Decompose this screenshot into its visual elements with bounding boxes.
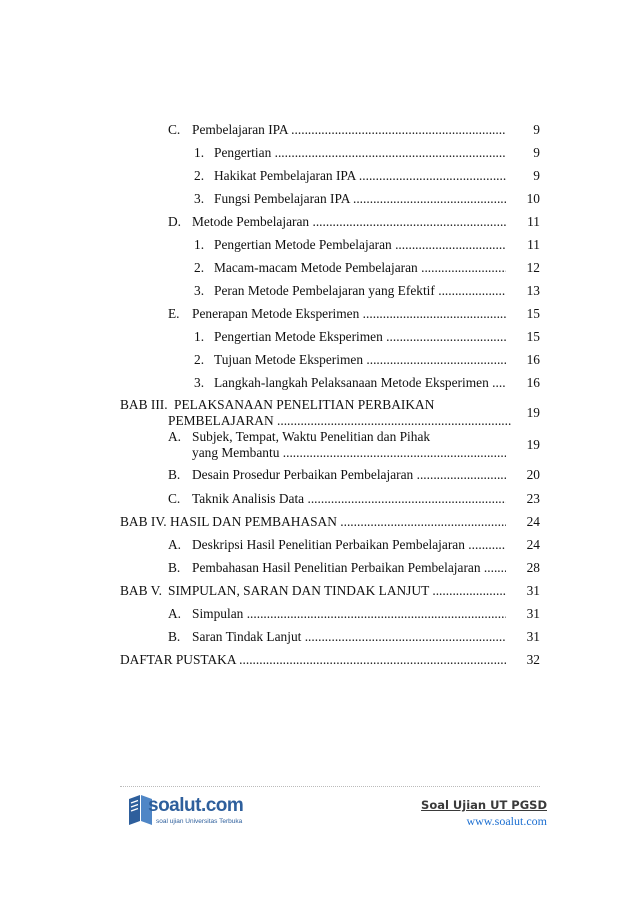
toc-label: 3. bbox=[194, 375, 205, 390]
toc-page-number: 9 bbox=[533, 122, 540, 137]
toc-chapter-title-line2: PEMBELAJARAN ..... bbox=[168, 413, 511, 429]
toc-title: Tujuan Metode Eksperimen ..... bbox=[214, 352, 506, 368]
toc-chapter-label: BAB IV. bbox=[120, 514, 167, 529]
toc-page-number: 11 bbox=[527, 214, 540, 229]
logo-subtitle: soal ujian Universitas Terbuka bbox=[156, 818, 243, 825]
toc-page-number: 23 bbox=[526, 491, 540, 506]
toc-title: Pembahasan Hasil Penelitian Perbaikan Pembelajaran ..... bbox=[192, 560, 506, 576]
toc-page-number: 28 bbox=[526, 560, 540, 575]
toc-title: Peran Metode Pembelajaran yang Efektif ..... bbox=[214, 283, 506, 299]
logo-text: soalut.com bbox=[148, 795, 244, 816]
toc-page-number: 24 bbox=[526, 537, 540, 552]
toc-title: Simpulan ..... bbox=[192, 606, 506, 622]
toc-title: Desain Prosedur Perbaikan Pembelajaran ..... bbox=[192, 467, 506, 483]
toc-label: C. bbox=[168, 491, 181, 506]
toc-label: 2. bbox=[194, 168, 205, 183]
toc-page-number: 20 bbox=[526, 467, 540, 482]
toc-chapter-label: BAB III. bbox=[120, 397, 168, 412]
toc-page-number: 9 bbox=[533, 168, 540, 183]
toc-title: Penerapan Metode Eksperimen ..... bbox=[192, 306, 506, 322]
toc-page-number: 9 bbox=[533, 145, 540, 160]
toc-chapter-title: SIMPULAN, SARAN DAN TINDAK LANJUT ..... bbox=[168, 583, 506, 599]
toc-label: 1. bbox=[194, 145, 205, 160]
toc-label: 1. bbox=[194, 329, 205, 344]
toc-chapter-title: HASIL DAN PEMBAHASAN ..... bbox=[170, 514, 506, 530]
toc-title: Hakikat Pembelajaran IPA ..... bbox=[214, 168, 506, 184]
toc-title: Metode Pembelajaran ..... bbox=[192, 214, 506, 230]
toc-page-number: 31 bbox=[526, 629, 540, 644]
toc-label: A. bbox=[168, 429, 182, 444]
toc-page-number: 16 bbox=[526, 375, 540, 390]
toc-title: Taknik Analisis Data ..... bbox=[192, 491, 506, 507]
toc-label: A. bbox=[168, 537, 182, 552]
toc-title: Pengertian ..... bbox=[214, 145, 506, 161]
toc-chapter-entry[interactable] bbox=[0, 397, 638, 431]
toc-page-number: 16 bbox=[526, 352, 540, 367]
toc-label: D. bbox=[168, 214, 182, 229]
toc-title: Fungsi Pembelajaran IPA ..... bbox=[214, 191, 506, 207]
toc-title: Langkah-langkah Pelaksanaan Metode Eksperimen ..... bbox=[214, 375, 506, 391]
toc-page-number: 15 bbox=[526, 306, 540, 321]
toc-label: 2. bbox=[194, 260, 205, 275]
toc-title: Saran Tindak Lanjut ..... bbox=[192, 629, 506, 645]
toc-label: 1. bbox=[194, 237, 205, 252]
toc-page-number: 31 bbox=[526, 606, 540, 621]
toc-title-line1: Subjek, Tempat, Waktu Penelitian dan Pihak bbox=[192, 429, 431, 444]
toc-label: B. bbox=[168, 467, 181, 482]
toc-title-line2: yang Membantu ..... bbox=[192, 445, 506, 461]
toc-page-number: 19 bbox=[526, 437, 540, 452]
toc-title: Pengertian Metode Eksperimen ..... bbox=[214, 329, 506, 345]
toc-title: Macam-macam Metode Pembelajaran ..... bbox=[214, 260, 506, 276]
toc-page-number: 11 bbox=[527, 237, 540, 252]
toc-chapter-title: DAFTAR PUSTAKA ..... bbox=[120, 652, 506, 668]
brand-title: Soal Ujian UT PGSD bbox=[421, 798, 547, 812]
toc-label: 3. bbox=[194, 191, 205, 206]
footer-brand bbox=[421, 797, 547, 829]
brand-url-link[interactable]: www.soalut.com bbox=[466, 814, 547, 828]
toc-entry[interactable] bbox=[0, 429, 638, 463]
soalut-logo[interactable] bbox=[126, 793, 256, 833]
toc-page-number: 10 bbox=[526, 191, 540, 206]
toc-label: E. bbox=[168, 306, 180, 321]
toc-label: B. bbox=[168, 560, 181, 575]
toc-title: Pembelajaran IPA ..... bbox=[192, 122, 506, 138]
toc-page-number: 31 bbox=[526, 583, 540, 598]
toc-label: 2. bbox=[194, 352, 205, 367]
toc-title: Deskripsi Hasil Penelitian Perbaikan Pembelajaran ..... bbox=[192, 537, 506, 553]
toc-title: Pengertian Metode Pembelajaran ..... bbox=[214, 237, 506, 253]
toc-page-number: 15 bbox=[526, 329, 540, 344]
toc-label: A. bbox=[168, 606, 182, 621]
toc-chapter-title-line1: PELAKSANAAN PENELITIAN PERBAIKAN bbox=[174, 397, 435, 412]
toc-page-number: 12 bbox=[526, 260, 540, 275]
toc-page-number: 19 bbox=[526, 405, 540, 420]
footer-divider bbox=[120, 786, 540, 787]
toc-label: 3. bbox=[194, 283, 205, 298]
toc-label: B. bbox=[168, 629, 181, 644]
toc-page-number: 13 bbox=[526, 283, 540, 298]
toc-page-number: 32 bbox=[526, 652, 540, 667]
toc-chapter-label: BAB V. bbox=[120, 583, 162, 598]
toc-page-number: 24 bbox=[526, 514, 540, 529]
toc-label: C. bbox=[168, 122, 181, 137]
